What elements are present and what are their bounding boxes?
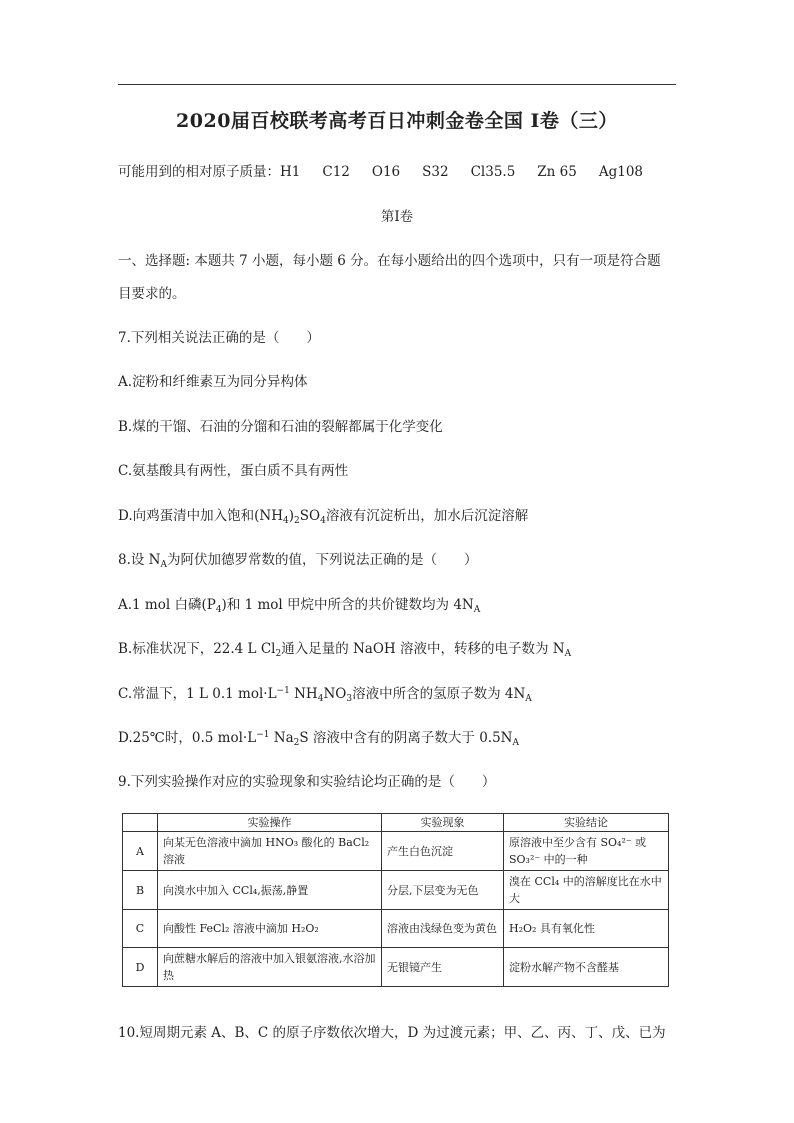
- section-heading: 第I卷: [380, 209, 414, 225]
- q8-option-c: C.常温下，1 L 0.1 $mol\cdot L^{-1}$ $NH_4NO_3$溶液中所含的氢原子数为 $4N_A$: [118, 686, 532, 704]
- instructions-line-2: 目要求的。: [118, 286, 186, 302]
- q7-stem: 7.下列相关说法正确的是（ ）: [118, 330, 320, 346]
- mass-item: H1: [280, 164, 301, 180]
- q8-stem: 8.设 $N_A$为阿伏加德罗常数的值，下列说法正确的是（ ）: [118, 552, 478, 570]
- table-header-cell: [123, 814, 158, 832]
- conclusion-cell: 溴在 CCl₄ 中的溶解度比在水中大: [504, 871, 669, 910]
- q8-option-b: B.标准状况下，22.4 L $Cl_2$通入足量的 NaOH 溶液中，转移的电子数为 $N_A$: [118, 641, 572, 659]
- mass-item: Ag108: [598, 164, 644, 180]
- operation-cell: 向某无色溶液中滴加 HNO₃ 酸化的 BaCl₂ 溶液: [158, 832, 382, 871]
- operation-cell: 向酸性 FeCl₂ 溶液中滴加 H₂O₂: [158, 910, 382, 948]
- q7-option-c: C.氨基酸具有两性，蛋白质不具有两性: [118, 463, 349, 479]
- experiment-table: [122, 813, 669, 987]
- phenomenon-cell: 产生白色沉淀: [382, 832, 504, 871]
- header-rule: [118, 84, 676, 85]
- q8-option-a: A.1 mol 白磷$(P_4)$和 1 mol 甲烷中所含的共价键数均为 $4N_A$: [118, 597, 481, 615]
- phenomenon-cell: 无银镜产生: [382, 948, 504, 987]
- mass-item: O16: [371, 164, 401, 180]
- operation-cell: 向蔗糖水解后的溶液中加入银氨溶液,水浴加热: [158, 948, 382, 987]
- table-header-cell: 实验现象: [382, 814, 504, 832]
- conclusion-cell: 淀粉水解产物不含醛基: [504, 948, 669, 987]
- q8-option-d: D.25℃时，0.5 $mol\cdot L^{-1}$ $Na_2S$ 溶液中含有的阴离子数大于 $0.5N_A$: [118, 730, 519, 748]
- row-label: B: [123, 871, 158, 910]
- conclusion-cell: H₂O₂ 具有氧化性: [504, 910, 669, 948]
- atomic-mass-label: 可能用到的相对原子质量：: [118, 164, 280, 180]
- table-row: [123, 948, 669, 987]
- row-label: A: [123, 832, 158, 871]
- mass-item: Cl35.5: [470, 164, 516, 180]
- q10-stem: 10.短周期元素 A、B、C 的原子序数依次增大，D 为过渡元素；甲、乙、丙、丁、戊、已为: [118, 1025, 666, 1041]
- q7-option-d: D.向鸡蛋清中加入饱和$(NH_4)_2SO_4$溶液有沉淀析出，加水后沉淀溶解: [118, 508, 529, 526]
- operation-cell: 向溴水中加入 CCl₄,振荡,静置: [158, 871, 382, 910]
- table-header-cell: 实验结论: [504, 814, 669, 832]
- mass-item: C12: [322, 164, 350, 180]
- table-row: [123, 910, 669, 948]
- q7-option-a: A.淀粉和纤维素互为同分异构体: [118, 374, 308, 390]
- atomic-mass-line: [118, 160, 643, 180]
- phenomenon-cell: 溶液由浅绿色变为黄色: [382, 910, 504, 948]
- row-label: C: [123, 910, 158, 948]
- row-label: D: [123, 948, 158, 987]
- table-row: [123, 832, 669, 871]
- q7-option-b: B.煤的干馏、石油的分馏和石油的裂解都属于化学变化: [118, 419, 443, 435]
- page-title: 2020届百校联考高考百日冲刺金卷全国 Ⅰ卷（三）: [176, 110, 618, 132]
- table-row: [123, 871, 669, 910]
- instructions-line-1: 一、选择题: 本题共 7 小题，每小题 6 分。在每小题给出的四个选项中，只有一项是符合题: [118, 253, 661, 269]
- q9-stem: 9.下列实验操作对应的实验现象和实验结论均正确的是（ ）: [118, 774, 496, 790]
- table-header-cell: 实验操作: [158, 814, 382, 832]
- mass-item: Zn 65: [537, 164, 577, 180]
- conclusion-cell: 原溶液中至少含有 SO₄²⁻ 或 SO₃²⁻ 中的一种: [504, 832, 669, 871]
- table-header-row: [123, 814, 669, 832]
- mass-item: S32: [422, 164, 449, 180]
- phenomenon-cell: 分层,下层变为无色: [382, 871, 504, 910]
